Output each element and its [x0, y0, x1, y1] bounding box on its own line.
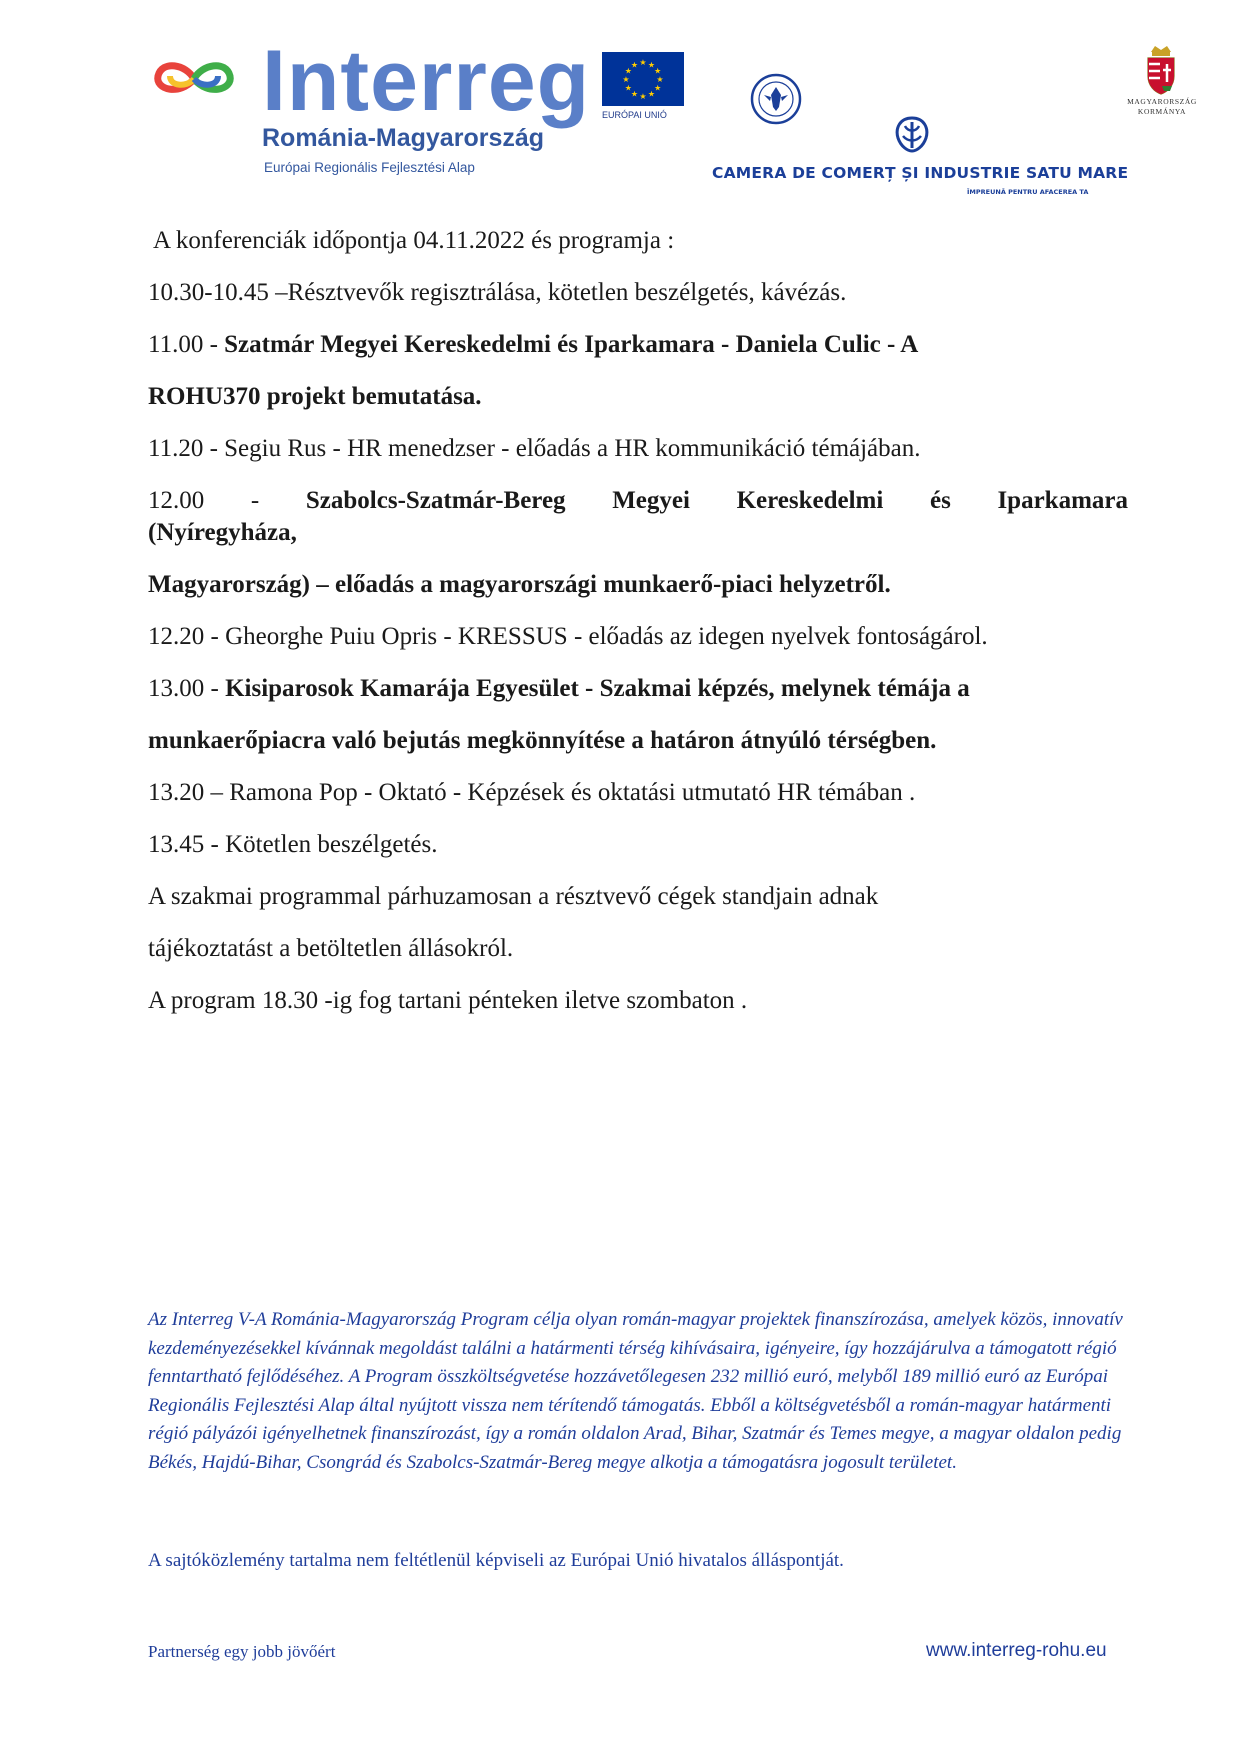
- program-item-3: 11.20 - Segiu Rus - HR menedzser - előadás a HR kommunikáció témájában.: [148, 435, 921, 462]
- program-item-4: [148, 485, 1128, 517]
- hungarian-government-label-line1: MAGYARORSZÁG: [1127, 97, 1197, 106]
- eu-star: ★: [639, 58, 647, 67]
- interreg-program-description: Az Interreg V-A Románia-Magyarország Program célja olyan román-magyar projektek finanszírozása, amelyek közös, innovatív kezdeményezésekkel kívánnak megoldást találni a határmenti térség kihívásaira, igényeire, így hozzájárulva a támogatott régió fenntartható fejlődéséhez. A Program összköltségvetése hozzávetőlegesen 232 millió euró, melyből 189 millió euró az Európai Regionális Fejlesztési Alap által nyújtott vissza nem térítendő támogatás. Ebből a költségvetésből a román-magyar határmenti régió pályázói igényelhetnek finanszírozást, így a román oldalon Arad, Bihar, Szatmár és Temes megye, a magyar oldalon pedig Békés, Hajdú-Bihar, Csongrád és Szabolcs-Szatmár-Bereg megye alkotja a támogatásra jogosult területet.: [148, 1309, 1123, 1473]
- eu-star: ★: [630, 60, 639, 70]
- interreg-wordmark: Interreg: [262, 33, 591, 129]
- program-note-line-1: A szakmai programmal párhuzamosan a résztvevő cégek standjain adnak: [148, 883, 879, 910]
- program-item-2-title-cont: ROHU370 projekt bemutatása.: [148, 383, 482, 410]
- eu-star: ★: [656, 75, 664, 84]
- program-item-6: [148, 663, 1128, 715]
- eu-star: ★: [639, 92, 647, 101]
- program-item-4-title: Szabolcs-Szatmár-Bereg Megyei Kereskedelmi és Iparkamara: [305, 487, 1129, 514]
- interreg-infinity-logo: [150, 56, 238, 102]
- program-item-2: [148, 319, 1128, 371]
- eu-star: ★: [647, 60, 656, 70]
- program-item-1: 10.30-10.45 –Résztvevők regisztrálása, kötetlen beszélgetés, kávézás.: [148, 279, 847, 306]
- eu-star: ★: [624, 83, 632, 93]
- footer-slogan: Partnerség egy jobb jövőért: [148, 1642, 336, 1661]
- press-release-disclaimer: A sajtóközlemény tartalma nem feltétlenül képviseli az Európai Unió hivatalos álláspontját.: [148, 1550, 844, 1571]
- program-item-7: 13.20 – Ramona Pop - Oktató - Képzések és oktatási utmutató HR témában .: [148, 779, 916, 806]
- eu-star: ★: [647, 89, 656, 99]
- hungarian-coat-of-arms-icon: [1143, 44, 1179, 96]
- eu-star: ★: [624, 66, 632, 76]
- hungarian-government-label-line2: KORMÁNYA: [1137, 107, 1187, 116]
- program-item-6-time: 13.00 -: [148, 675, 226, 702]
- program-item-2-title: Szatmár Megyei Kereskedelmi és Iparkamara - Daniela Culic - A: [224, 331, 919, 358]
- program-note-line-2: tájékoztatást a betöltetlen állásokról.: [148, 935, 514, 962]
- eu-star: ★: [654, 66, 662, 76]
- eu-star: ★: [622, 75, 630, 84]
- chamber-slogan: ÎMPREUNĂ PENTRU AFACEREA TA: [967, 188, 1089, 196]
- chamber-of-commerce-emblem-icon: [890, 114, 934, 154]
- program-content: [148, 215, 1128, 1027]
- program-item-2-time: 11.00 -: [148, 331, 225, 358]
- eu-star: ★: [630, 89, 639, 99]
- eu-label: EURÓPAI UNIÓ: [602, 110, 667, 120]
- eu-star: ★: [654, 83, 662, 93]
- interreg-fund-label: Európai Regionális Fejlesztési Alap: [264, 160, 475, 175]
- program-item-6-title: Kisiparosok Kamarája Egyesület - Szakmai képzés, melynek témája a: [225, 675, 970, 702]
- program-intro: A konferenciák időpontja 04.11.2022 és programja :: [153, 227, 675, 254]
- program-item-8: 13.45 - Kötetlen beszélgetés.: [148, 831, 438, 858]
- interreg-country-label: Románia-Magyarország: [262, 124, 545, 152]
- eu-flag-icon: [602, 52, 684, 106]
- chamber-name: CAMERA DE COMERȚ ȘI INDUSTRIE SATU MARE: [712, 164, 1129, 182]
- program-item-4-time: 12.00 -: [148, 487, 306, 514]
- romanian-government-seal-icon: [750, 73, 802, 125]
- footer-website-link[interactable]: www.interreg-rohu.eu: [926, 1640, 1107, 1661]
- program-item-4-title-cont: (Nyíregyháza,: [148, 519, 297, 546]
- program-note-line-3: A program 18.30 -ig fog tartani pénteken iletve szombaton .: [148, 987, 748, 1014]
- program-item-5: 12.20 - Gheorghe Puiu Opris - KRESSUS - előadás az idegen nyelvek fontoságárol.: [148, 623, 988, 650]
- program-item-4-title-end: Magyarország) – előadás a magyarországi munkaerő-piaci helyzetről.: [148, 571, 891, 598]
- program-item-6-title-cont: munkaerőpiacra való bejutás megkönnyítése a határon átnyúló térségben.: [148, 727, 937, 754]
